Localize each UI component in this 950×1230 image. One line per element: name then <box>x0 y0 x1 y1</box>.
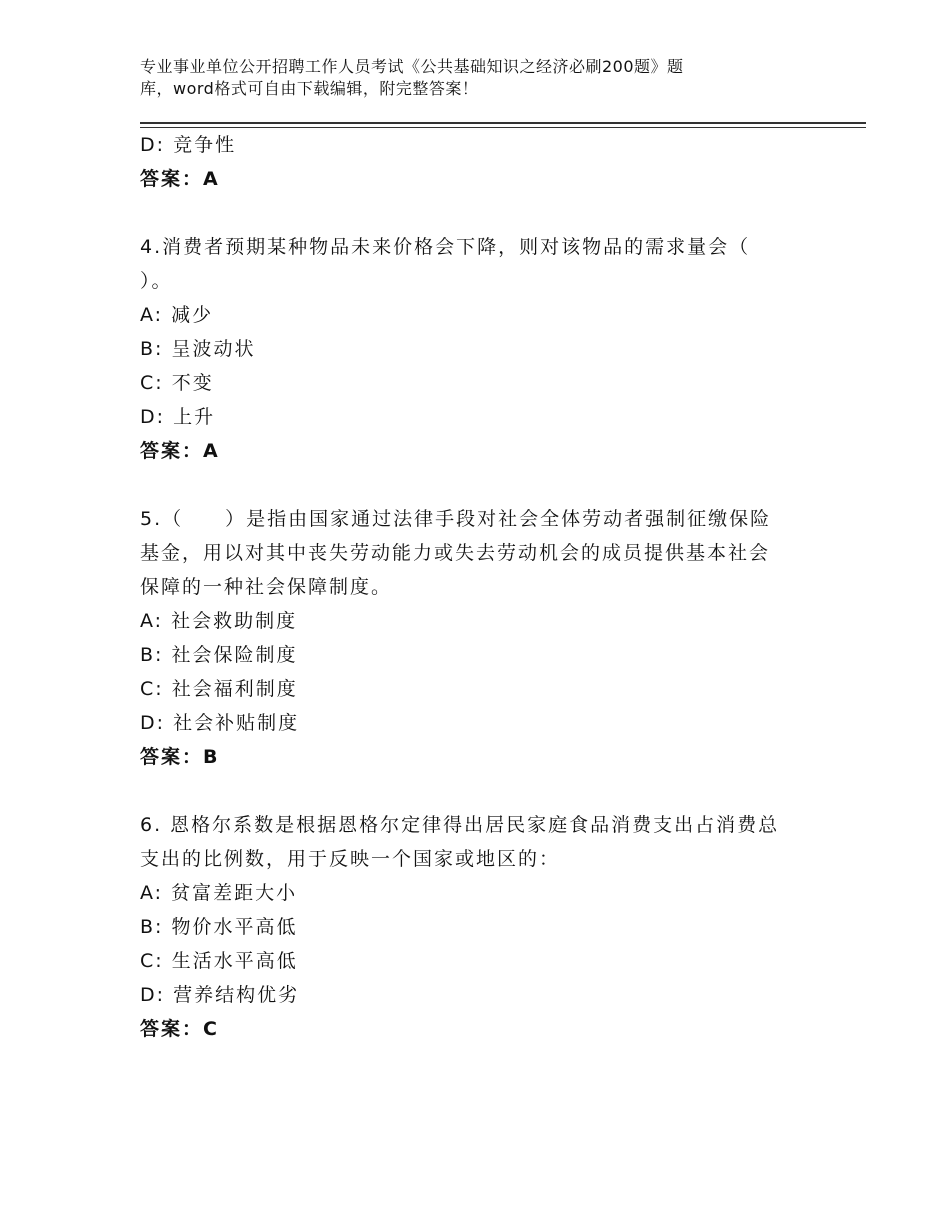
option-a: A: 减少 <box>140 304 214 326</box>
answer-label: 答案：B <box>140 746 220 768</box>
answer-label: 答案：A <box>140 440 220 462</box>
option-b: B: 物价水平高低 <box>140 916 298 938</box>
header-line-1: 专业事业单位公开招聘工作人员考试《公共基础知识之经济必刷200题》题 <box>140 57 684 76</box>
option-d: D: 营养结构优劣 <box>140 984 300 1006</box>
document-header <box>140 56 780 100</box>
question-5 <box>140 502 820 774</box>
header-rule <box>140 122 866 124</box>
question-3-tail <box>140 128 820 196</box>
question-stem: 支出的比例数，用于反映一个国家或地区的： <box>140 848 561 870</box>
header-line-2: 库，word格式可自由下载编辑，附完整答案！ <box>140 79 479 98</box>
answer-label: 答案：A <box>140 168 220 190</box>
question-4 <box>140 230 820 468</box>
option-c: C: 不变 <box>140 372 214 394</box>
option-d: D: 社会补贴制度 <box>140 712 300 734</box>
answer-label: 答案：C <box>140 1018 219 1040</box>
option-a: A: 社会救助制度 <box>140 610 298 632</box>
document-body <box>140 128 820 1046</box>
option-c: C: 生活水平高低 <box>140 950 298 972</box>
question-stem: 6. 恩格尔系数是根据恩格尔定律得出居民家庭食品消费支出占消费总 <box>140 814 780 836</box>
option-a: A: 贫富差距大小 <box>140 882 298 904</box>
option-d: D: 竞争性 <box>140 134 237 156</box>
option-c: C: 社会福利制度 <box>140 678 298 700</box>
question-stem: 4.消费者预期某种物品未来价格会下降，则对该物品的需求量会（ <box>140 236 751 258</box>
question-stem: 5.（ ）是指由国家通过法律手段对社会全体劳动者强制征缴保险 <box>140 508 772 530</box>
question-stem: 保障的一种社会保障制度。 <box>140 576 393 598</box>
question-stem: 基金，用以对其中丧失劳动能力或失去劳动机会的成员提供基本社会 <box>140 542 771 564</box>
question-stem: ）。 <box>140 270 173 292</box>
option-b: B: 呈波动状 <box>140 338 256 360</box>
question-6 <box>140 808 820 1046</box>
option-b: B: 社会保险制度 <box>140 644 298 666</box>
option-d: D: 上升 <box>140 406 216 428</box>
